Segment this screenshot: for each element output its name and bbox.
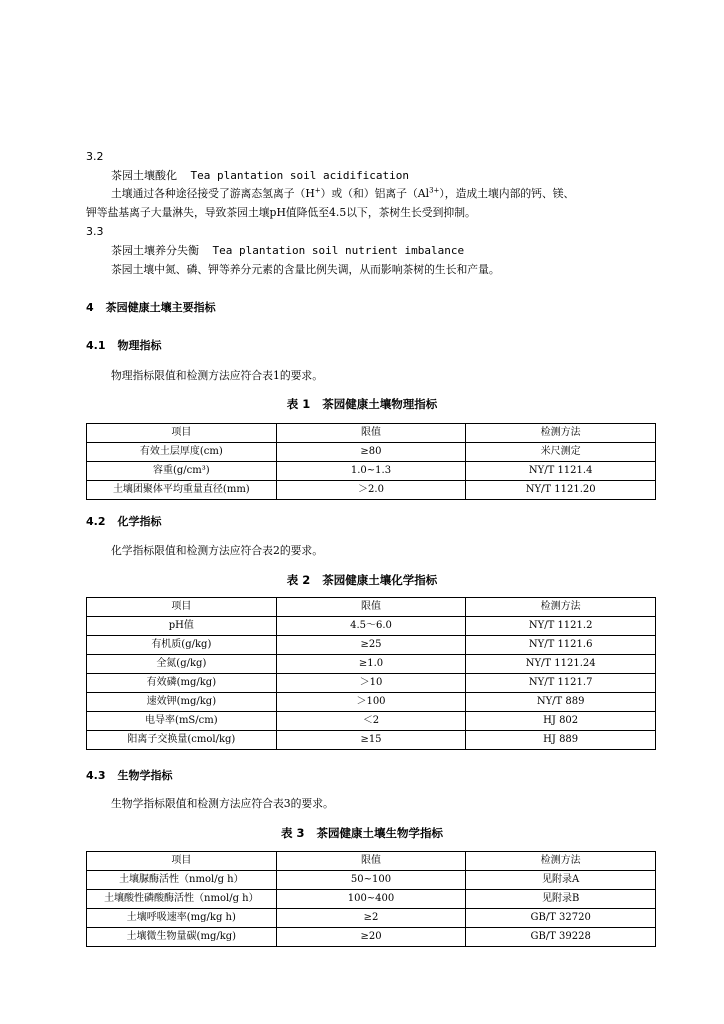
table-cell: 50~100 [276,871,466,890]
def-text: ）或（和）铝离子（Al [320,187,430,200]
heading-number: 4.3 [86,769,106,782]
heading-number: 4 [86,301,94,314]
heading-title: 生物学指标 [117,769,173,782]
table-row [87,731,656,750]
def-text: 土壤通过各种途径接受了游离态氢离子（H [111,187,315,200]
section-4-heading [86,301,216,315]
table-cell: 全氮(g/kg) [87,655,277,674]
section-4-1-text: 物理指标限值和检测方法应符合表1的要求。 [111,369,324,382]
caption-number: 表 3 [280,826,305,840]
caption-number: 表 2 [286,573,311,587]
term-en: Tea plantation soil nutrient imbalance [212,244,465,257]
section-3-2-number: 3.2 [86,150,104,163]
table-row [87,890,656,909]
table-header-cell: 限值 [276,424,466,443]
table-cell: 有效磷(mg/kg) [87,674,277,693]
table-header-cell: 限值 [276,852,466,871]
table-3 [86,851,656,947]
section-4-3-heading [86,769,173,783]
table-cell: 土壤脲酶活性（nmol/g h） [87,871,277,890]
table-cell: 土壤微生物量碳(mg/kg) [87,928,277,947]
table-cell: GB/T 32720 [466,909,656,928]
table-cell: 土壤酸性磷酸酶活性（nmol/g h） [87,890,277,909]
table-cell: ＞100 [276,693,466,712]
table-cell: ≥1.0 [276,655,466,674]
heading-number: 4.2 [86,515,106,528]
table-row [87,462,656,481]
table-cell: HJ 802 [466,712,656,731]
table-header-cell: 项目 [87,852,277,871]
term-en: Tea plantation soil acidification [190,169,410,182]
table-cell: HJ 889 [466,731,656,750]
table-row [87,928,656,947]
table-cell: ≥80 [276,443,466,462]
section-4-1-heading [86,339,162,353]
heading-number: 4.1 [86,339,106,352]
heading-title: 化学指标 [117,515,162,528]
table-row [87,443,656,462]
def-text: ），造成土壤内部的钙、镁、 [439,187,575,200]
section-3-2-term [111,169,409,183]
table-row [87,693,656,712]
section-4-2-heading [86,515,162,529]
table-row [87,481,656,500]
table-3-caption [0,826,724,840]
table-cell: ≥2 [276,909,466,928]
table-cell: ＞10 [276,674,466,693]
caption-number: 表 1 [286,397,311,411]
section-4-3-text: 生物学指标限值和检测方法应符合表3的要求。 [111,797,334,810]
caption-title: 茶园健康土壤生物学指标 [316,826,443,840]
section-3-2-definition-line2: 钾等盐基离子大量淋失，导致茶园土壤pH值降低至4.5以下，茶树生长受到抑制。 [86,206,476,219]
table-1-caption [0,397,724,411]
table-header-row [87,424,656,443]
section-3-3-number: 3.3 [86,225,104,238]
table-row [87,617,656,636]
table-header-cell: 项目 [87,424,277,443]
table-cell: NY/T 889 [466,693,656,712]
table-cell: pH值 [87,617,277,636]
table-1 [86,423,656,500]
table-cell: 容重(g/cm³) [87,462,277,481]
table-cell: 速效钾(mg/kg) [87,693,277,712]
superscript: 3+ [429,186,440,195]
table-cell: 阳离子交换量(cmol/kg) [87,731,277,750]
table-cell: 米尺测定 [466,443,656,462]
heading-title: 茶园健康土壤主要指标 [105,301,216,314]
table-header-cell: 检测方法 [466,598,656,617]
table-row [87,674,656,693]
table-cell: NY/T 1121.20 [466,481,656,500]
table-row [87,712,656,731]
table-row [87,909,656,928]
table-cell: GB/T 39228 [466,928,656,947]
table-cell: ≥15 [276,731,466,750]
table-header-cell: 检测方法 [466,424,656,443]
table-row [87,655,656,674]
table-cell: NY/T 1121.7 [466,674,656,693]
section-3-2-definition-line1 [111,187,574,201]
table-header-row [87,852,656,871]
term-cn: 茶园土壤酸化 [111,169,177,182]
table-cell: NY/T 1121.4 [466,462,656,481]
caption-title: 茶园健康土壤物理指标 [322,397,438,411]
table-cell: 见附录B [466,890,656,909]
table-row [87,636,656,655]
heading-title: 物理指标 [117,339,162,352]
table-header-cell: 检测方法 [466,852,656,871]
table-header-cell: 项目 [87,598,277,617]
table-cell: NY/T 1121.24 [466,655,656,674]
table-2-caption [0,573,724,587]
table-cell: ≥20 [276,928,466,947]
table-header-cell: 限值 [276,598,466,617]
superscript: + [314,186,321,195]
table-cell: 4.5～6.0 [276,617,466,636]
table-2 [86,597,656,750]
table-cell: 1.0~1.3 [276,462,466,481]
table-cell: 见附录A [466,871,656,890]
table-cell: ≥25 [276,636,466,655]
table-cell: 有效土层厚度(cm) [87,443,277,462]
table-cell: ＜2 [276,712,466,731]
table-cell: 土壤呼吸速率(mg/kg h) [87,909,277,928]
section-3-3-term [111,244,464,258]
table-cell: NY/T 1121.2 [466,617,656,636]
term-cn: 茶园土壤养分失衡 [111,244,199,257]
table-row [87,871,656,890]
section-4-2-text: 化学指标限值和检测方法应符合表2的要求。 [111,544,324,557]
section-3-3-definition: 茶园土壤中氮、磷、钾等养分元素的含量比例失调，从而影响茶树的生长和产量。 [111,263,500,276]
table-cell: NY/T 1121.6 [466,636,656,655]
table-cell: ＞2.0 [276,481,466,500]
caption-title: 茶园健康土壤化学指标 [322,573,438,587]
table-cell: 土壤团聚体平均重量直径(mm) [87,481,277,500]
table-cell: 电导率(mS/cm) [87,712,277,731]
table-cell: 有机质(g/kg) [87,636,277,655]
table-cell: 100~400 [276,890,466,909]
table-header-row [87,598,656,617]
